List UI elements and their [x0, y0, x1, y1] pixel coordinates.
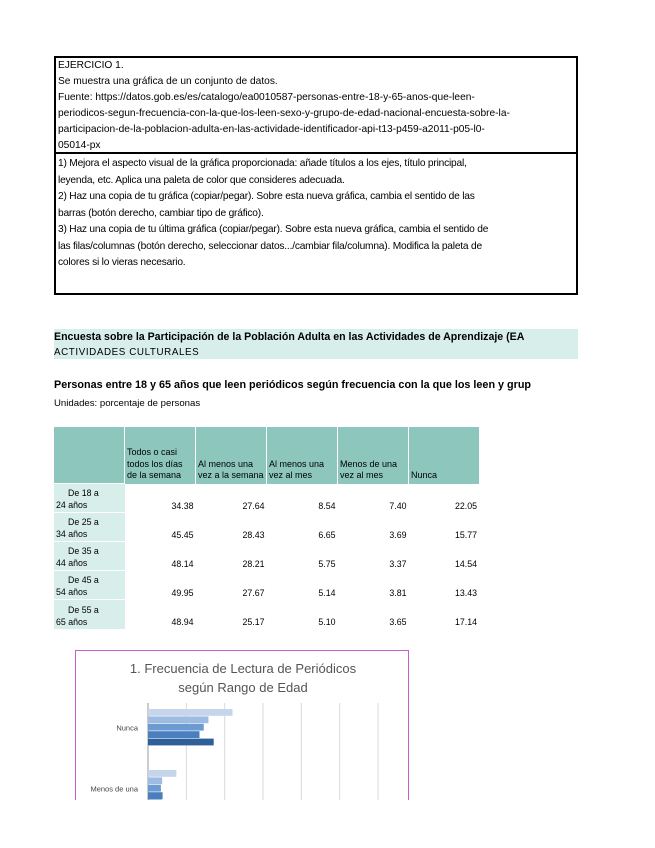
instruction-line: colores si lo vieras necesario. [58, 257, 186, 268]
units-label: Unidades: porcentaje de personas [54, 398, 201, 409]
table-cell: 13.43 [454, 587, 477, 598]
row-label-line: 54 años [56, 587, 88, 597]
table-cell: 17.14 [454, 616, 477, 627]
instructions-box [54, 154, 578, 295]
bar-menos-1[interactable] [148, 777, 162, 784]
table-cell: 48.14 [171, 558, 194, 569]
instruction-line: las filas/columnas (botón derecho, seleccionar datos.../cambiar fila/columna). Modifica la paleta de [58, 240, 482, 252]
chart-title-line: según Rango de Edad [178, 680, 308, 695]
instruction-line: 1) Mejora el aspecto visual de la gráfica proporcionada: añade títulos a los ejes, título principal, [58, 158, 467, 169]
instruction-line: 2) Haz una copia de tu gráfica (copiar/pegar). Sobre esta nueva gráfica, cambia el sentido de las [58, 191, 475, 202]
survey-title: Encuesta sobre la Participación de la Población Adulta en las Actividades de Aprendizaje (EA [54, 329, 578, 345]
row-header [54, 571, 125, 600]
category-label: Menos de una [90, 784, 138, 794]
exercise-line: periodicos-segun-frecuencia-con-la-que-los-leen-sexo-y-grupo-de-edad-nacional-encuesta-sobre-la- [58, 108, 510, 119]
row-label-line: 65 años [56, 616, 88, 627]
col-header: Al menos una vez al mes [267, 427, 338, 484]
col-header: Todos o casi todos los días de la semana [125, 427, 196, 484]
row-label-line: De 35 a [68, 546, 99, 556]
table-cell: 3.81 [389, 587, 407, 598]
category-label: Nunca [116, 723, 138, 733]
table-cell: 3.65 [389, 616, 407, 627]
table-row [54, 600, 479, 629]
row-label-line: De 18 a [68, 488, 99, 498]
exercise-line: Fuente: https://datos.gob.es/es/catalogo/ea0010587-personas-entre-18-y-65-anos-que-leen- [58, 92, 475, 103]
instruction-line: leyenda, etc. Aplica una paleta de color que consideres adecuada. [58, 174, 345, 186]
row-header [54, 600, 125, 629]
bar-menos-2[interactable] [148, 785, 161, 792]
table-row [54, 542, 479, 571]
data-table [54, 427, 479, 629]
instruction-line: 3) Haz una copia de tu última gráfica (copiar/pegar). Sobre esta nueva gráfica, cambia el sentido de [58, 224, 489, 235]
chart-title-line: 1. Frecuencia de Lectura de Periódicos [129, 661, 357, 676]
exercise-line: participacion-de-la-poblacion-adulta-en-las-actividade-identificador-api-t13-p459-a2011-p05-l0- [58, 124, 485, 135]
exercise-line: EJERCICIO 1. [58, 60, 124, 71]
table-cell: 3.37 [389, 558, 407, 569]
bar-menos-0[interactable] [148, 770, 176, 777]
row-label-line: 44 años [56, 558, 88, 568]
table-cell: 28.43 [242, 529, 265, 540]
bar-nunca-1[interactable] [148, 716, 208, 723]
exercise-line: Se muestra una gráfica de un conjunto de datos. [58, 76, 278, 87]
survey-category: ACTIVIDADES CULTURALES [54, 345, 578, 359]
table-cell: 5.14 [318, 587, 336, 598]
row-label-line: De 45 a [68, 575, 99, 585]
table-cell: 3.69 [389, 529, 407, 540]
instruction-line: barras (botón derecho, cambiar tipo de gráfico). [58, 207, 264, 219]
col-header: Menos de una vez al mes [338, 427, 409, 484]
col-header: Nunca [409, 427, 480, 484]
table-corner-cell [54, 427, 125, 484]
table-row [54, 571, 479, 600]
col-header: Al menos una vez a la semana [196, 427, 267, 484]
table-cell: 15.77 [454, 529, 477, 540]
table-cell: 49.95 [171, 587, 194, 598]
bar-nunca-2[interactable] [148, 724, 204, 731]
exercise-line: 05014-px [58, 140, 101, 151]
table-subtitle: Personas entre 18 y 65 años que leen periódicos según frecuencia con la que los leen y grup [54, 379, 532, 391]
table-cell: 8.54 [318, 500, 336, 511]
table-row [54, 513, 479, 542]
table-cell: 45.45 [171, 529, 194, 540]
table-header-row [54, 427, 479, 484]
bar-nunca-3[interactable] [148, 731, 199, 738]
row-label-line: 34 años [56, 529, 88, 539]
table-cell: 25.17 [242, 616, 265, 627]
exercise-box [54, 56, 578, 154]
row-label-line: De 25 a [68, 517, 99, 527]
table-cell: 5.10 [318, 616, 336, 627]
table-cell: 28.21 [242, 558, 265, 569]
row-header [54, 484, 125, 513]
bar-nunca-4[interactable] [148, 739, 214, 746]
table-row [54, 484, 479, 513]
table-cell: 27.67 [242, 587, 265, 598]
table-cell: 5.75 [318, 558, 336, 569]
bar-chart [76, 651, 409, 800]
table-cell: 7.40 [389, 500, 407, 511]
table-cell: 27.64 [242, 500, 265, 511]
table-cell: 34.38 [171, 500, 194, 511]
row-label-line: De 55 a [68, 604, 99, 615]
bar-nunca-0[interactable] [148, 709, 233, 716]
bar-menos-3[interactable] [148, 792, 163, 799]
chart-frame[interactable] [75, 650, 409, 800]
row-header [54, 513, 125, 542]
row-header [54, 542, 125, 571]
table-cell: 48.94 [171, 616, 194, 627]
row-label-line: 24 años [56, 500, 88, 510]
table-cell: 14.54 [454, 558, 477, 569]
table-cell: 22.05 [454, 500, 477, 511]
table-cell: 6.65 [318, 529, 336, 540]
